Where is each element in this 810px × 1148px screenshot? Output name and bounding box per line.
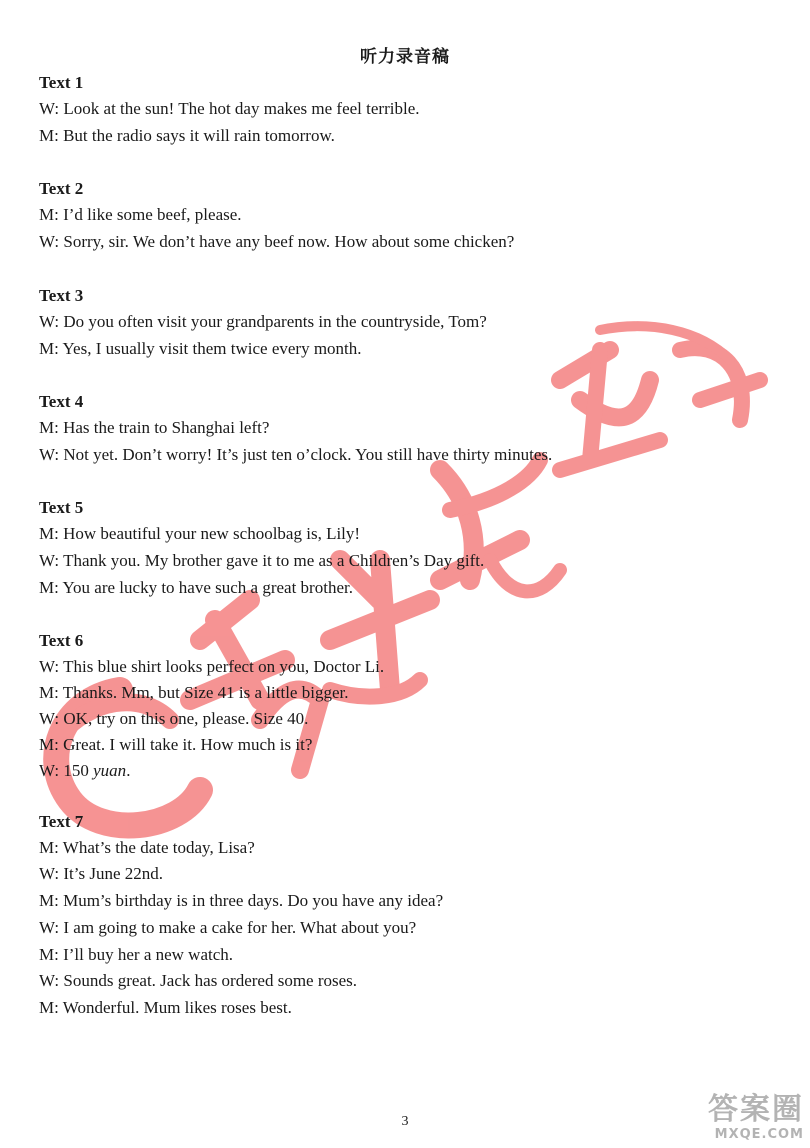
- dialogue-text: Has the train to Shanghai left?: [63, 418, 270, 437]
- dialogue-line: [39, 126, 335, 146]
- speaker-label: M:: [39, 735, 59, 754]
- dialogue-line: [39, 578, 353, 598]
- watermark-logo-url: MXQE.COM: [714, 1127, 804, 1142]
- dialogue-text: Thank you. My brother gave it to me as a Children’s Day gift.: [63, 551, 485, 570]
- dialogue-line: [39, 864, 163, 884]
- speaker-label: M:: [39, 838, 59, 857]
- dialogue-text: 150: [63, 761, 89, 780]
- dialogue-text: Sounds great. Jack has ordered some roses.: [63, 971, 358, 990]
- dialogue-line: [39, 205, 242, 225]
- dialogue-text: What’s the date today, Lisa?: [62, 838, 255, 857]
- dialogue-text: I am going to make a cake for her. What about you?: [63, 918, 417, 937]
- dialogue-line: [39, 657, 384, 677]
- section-heading: Text 4: [39, 392, 84, 411]
- dialogue-line: [39, 445, 552, 465]
- dialogue-line: [39, 918, 416, 938]
- section-heading: Text 1: [39, 73, 84, 92]
- dialogue-text: Great. I will take it. How much is it?: [63, 735, 313, 754]
- speaker-label: M:: [39, 891, 59, 910]
- speaker-label: W:: [39, 709, 60, 728]
- dialogue-text: Do you often visit your grandparents in the countryside, Tom?: [63, 312, 487, 331]
- dialogue-text: But the radio says it will rain tomorrow.: [63, 126, 335, 145]
- dialogue-text: Mum’s birthday is in three days. Do you have any idea?: [63, 891, 444, 910]
- section-heading: Text 3: [39, 286, 84, 305]
- section-heading: Text 5: [39, 498, 84, 517]
- dialogue-line: [39, 312, 487, 332]
- dialogue-text: You are lucky to have such a great brother.: [62, 578, 353, 597]
- speaker-label: W:: [39, 971, 60, 990]
- punctuation: .: [126, 761, 131, 780]
- dialogue-line: [39, 945, 233, 965]
- speaker-label: W:: [39, 551, 60, 570]
- dialogue-line: [39, 709, 308, 729]
- dialogue-line: [39, 232, 514, 252]
- dialogue-text: Sorry, sir. We don’t have any beef now. How about some chicken?: [63, 232, 515, 251]
- section-heading: Text 6: [39, 631, 84, 650]
- speaker-label: M:: [39, 945, 59, 964]
- currency-italic: yuan: [93, 761, 127, 780]
- dialogue-line: [39, 339, 362, 359]
- dialogue-text: I’ll buy her a new watch.: [63, 945, 234, 964]
- dialogue-text: Yes, I usually visit them twice every month.: [62, 339, 362, 358]
- speaker-label: M:: [39, 998, 59, 1017]
- dialogue-text: Wonderful. Mum likes roses best.: [62, 998, 292, 1017]
- speaker-label: M:: [39, 524, 59, 543]
- dialogue-line: [39, 891, 443, 911]
- dialogue-line: [39, 99, 420, 119]
- dialogue-text: I’d like some beef, please.: [63, 205, 242, 224]
- dialogue-text: It’s June 22nd.: [63, 864, 164, 883]
- dialogue-line: [39, 524, 360, 544]
- speaker-label: W:: [39, 232, 60, 251]
- dialogue-line: [39, 838, 255, 858]
- speaker-label: W:: [39, 445, 60, 464]
- watermark-logo: [708, 1093, 804, 1142]
- dialogue-text: How beautiful your new schoolbag is, Lily!: [63, 524, 361, 543]
- speaker-label: M:: [39, 205, 59, 224]
- speaker-label: W:: [39, 761, 60, 780]
- speaker-label: W:: [39, 99, 60, 118]
- dialogue-line: [39, 418, 269, 438]
- speaker-label: M:: [39, 683, 59, 702]
- section-heading: Text 2: [39, 179, 84, 198]
- dialogue-line: [39, 761, 130, 781]
- speaker-label: W:: [39, 918, 60, 937]
- speaker-label: W:: [39, 864, 60, 883]
- dialogue-line: [39, 735, 312, 755]
- dialogue-text: Look at the sun! The hot day makes me feel terrible.: [63, 99, 420, 118]
- watermark-logo-text: 答案圈: [708, 1092, 804, 1127]
- dialogue-line: [39, 971, 357, 991]
- speaker-label: W:: [39, 657, 60, 676]
- dialogue-line: [39, 551, 484, 571]
- section-heading: Text 7: [39, 812, 84, 831]
- page-title: 听力录音稿: [360, 47, 450, 66]
- dialogue-text: This blue shirt looks perfect on you, Doctor Li.: [63, 657, 385, 676]
- speaker-label: M:: [39, 126, 59, 145]
- speaker-label: M:: [39, 578, 59, 597]
- dialogue-text: Not yet. Don’t worry! It’s just ten o’clock. You still have thirty minutes.: [63, 445, 553, 464]
- speaker-label: W:: [39, 312, 60, 331]
- speaker-label: M:: [39, 339, 59, 358]
- page-number: 3: [401, 1114, 409, 1129]
- dialogue-line: [39, 683, 348, 703]
- speaker-label: M:: [39, 418, 59, 437]
- dialogue-text: Thanks. Mm, but Size 41 is a little bigger.: [62, 683, 349, 702]
- dialogue-line: [39, 998, 292, 1018]
- dialogue-text: OK, try on this one, please. Size 40.: [63, 709, 309, 728]
